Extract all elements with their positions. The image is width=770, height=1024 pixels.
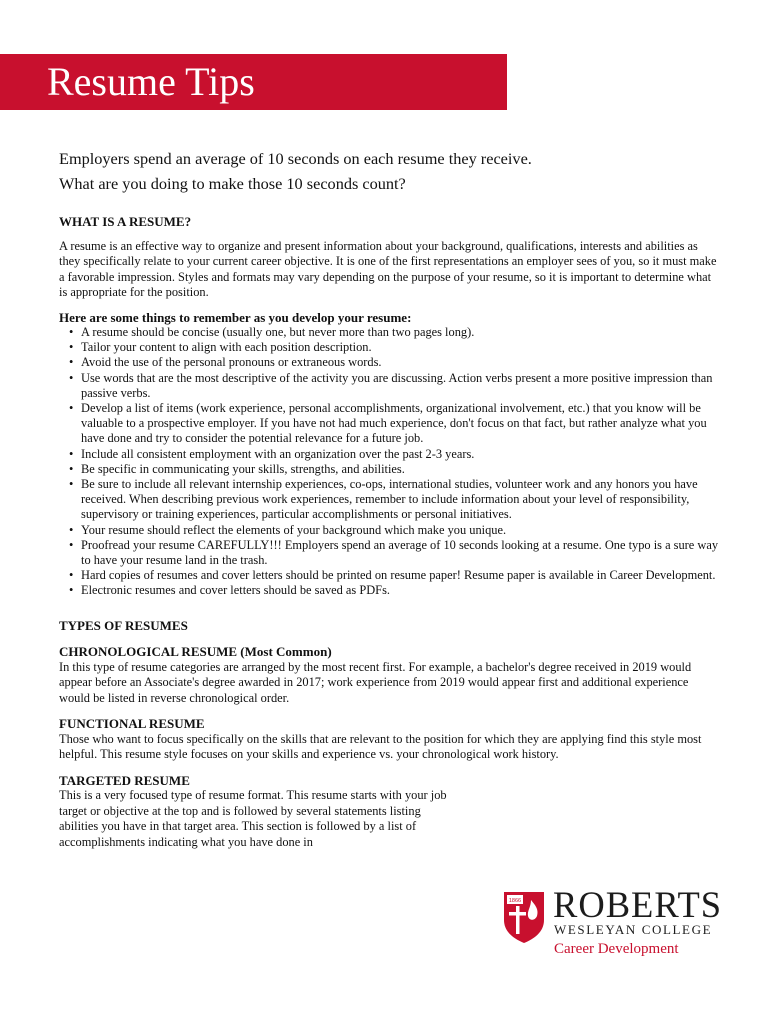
tips-list — [59, 325, 719, 599]
functional-heading: FUNCTIONAL RESUME — [59, 716, 205, 732]
list-item — [59, 401, 719, 447]
logo-department: Career Development — [554, 941, 679, 957]
list-item-text: Be sure to include all relevant internship experiences, co-ops, international studies, volunteer work and any honors you have received. When describing previous work experiences, remember to include information about your level of responsibility, supervisory or training experiences, particular accomplishments or personal initiatives. — [81, 477, 698, 522]
college-logo — [502, 884, 742, 962]
list-item — [59, 462, 719, 477]
bullet-icon: • — [69, 461, 74, 476]
list-item-text: Tailor your content to align with each position description. — [81, 340, 372, 355]
intro-line-2: What are you doing to make those 10 seconds count? — [59, 174, 406, 193]
logo-subtitle: WESLEYAN COLLEGE — [554, 922, 713, 937]
list-item — [59, 325, 719, 340]
types-heading: TYPES OF RESUMES — [59, 617, 188, 633]
bullet-icon: • — [69, 355, 74, 370]
tips-heading: Here are some things to remember as you develop your resume: — [59, 309, 412, 325]
list-item-text: Be specific in communicating your skills, strengths, and abilities. — [81, 461, 405, 476]
list-item-text: Include all consistent employment with an organization over the past 2-3 years. — [81, 446, 475, 461]
targeted-heading: TARGETED RESUME — [59, 772, 190, 788]
list-item — [59, 371, 719, 401]
bullet-icon: • — [69, 446, 74, 461]
list-item — [59, 538, 719, 568]
list-item — [59, 583, 719, 598]
logo-wordmark: ROBERTS — [553, 884, 723, 925]
list-item — [59, 355, 719, 370]
targeted-body: This is a very focused type of resume format. This resume starts with your job target or objective at the top and is followed by several statements listing abilities you have in that target area. This section is followed by a list of accomplishments indicating what you have done in — [59, 788, 447, 849]
list-item — [59, 447, 719, 462]
shield-crest-icon — [502, 890, 546, 944]
list-item — [59, 568, 719, 583]
bullet-icon: • — [69, 568, 74, 583]
list-item — [59, 340, 719, 355]
chronological-heading: CHRONOLOGICAL RESUME (Most Common) — [59, 644, 332, 660]
document-body — [59, 146, 719, 850]
intro-line-1: Employers spend an average of 10 seconds on each resume they receive. — [59, 149, 532, 168]
bullet-icon: • — [69, 401, 74, 416]
list-item-text: Use words that are the most descriptive of the activity you are discussing. Action verbs present a more positive impression than passive verbs. — [81, 370, 713, 400]
bullet-icon: • — [69, 537, 74, 552]
list-item-text: Avoid the use of the personal pronouns or extraneous words. — [81, 355, 382, 370]
bullet-icon: • — [69, 325, 74, 339]
logo-year: 1866 — [508, 898, 522, 904]
what-is-heading: WHAT IS A RESUME? — [59, 214, 192, 229]
list-item-text: Hard copies of resumes and cover letters should be printed on resume paper! Resume paper is available in Career Development. — [81, 568, 716, 583]
list-item-text: Electronic resumes and cover letters should be saved as PDFs. — [81, 583, 390, 598]
functional-body: Those who want to focus specifically on the skills that are relevant to the position for which they are applying find this style most helpful. This resume style focuses on your skills and experience vs. your chronological work history. — [59, 731, 702, 762]
bullet-icon: • — [69, 370, 74, 385]
bullet-icon: • — [69, 583, 74, 598]
list-item-text: Proofread your resume CAREFULLY!!! Employers spend an average of 10 seconds looking at a resume. One typo is a sure way to have your resume land in the trash. — [81, 537, 719, 568]
bullet-icon: • — [69, 340, 74, 355]
bullet-icon: • — [69, 522, 74, 537]
list-item — [59, 523, 719, 538]
list-item-text: Your resume should reflect the elements of your background which make you unique. — [81, 522, 507, 537]
chronological-body: In this type of resume categories are arranged by the most recent first. For example, a bachelor's degree received in 2019 would appear before an Associate's degree awarded in 2017; work experience from 2019 would appear first and additional experience would be listed in reverse chronological order. — [59, 659, 692, 705]
list-item — [59, 477, 719, 523]
page-title: Resume Tips — [47, 59, 255, 104]
title-banner — [0, 54, 507, 110]
what-is-body: A resume is an effective way to organize and present information about your background, qualifications, interests and abilities as they specifically relate to your current career objective. It is one of the first representations an employer sees of you, so it must make a favorable impression. Styles and formats may vary depending on the purpose of your resume, so it is important to determine what is appropriate for the position. — [59, 238, 717, 299]
bullet-icon: • — [69, 477, 74, 492]
list-item-text: Develop a list of items (work experience, personal accomplishments, organizational involvement, etc.) that you know will be valuable to a prospective employer. If you have not had much experience, don't focus on that fact, but rather analyze what you have done and try to consider the potential relevance for a future job. — [81, 401, 707, 446]
list-item-text: A resume should be concise (usually one, but never more than two pages long). — [81, 325, 475, 339]
